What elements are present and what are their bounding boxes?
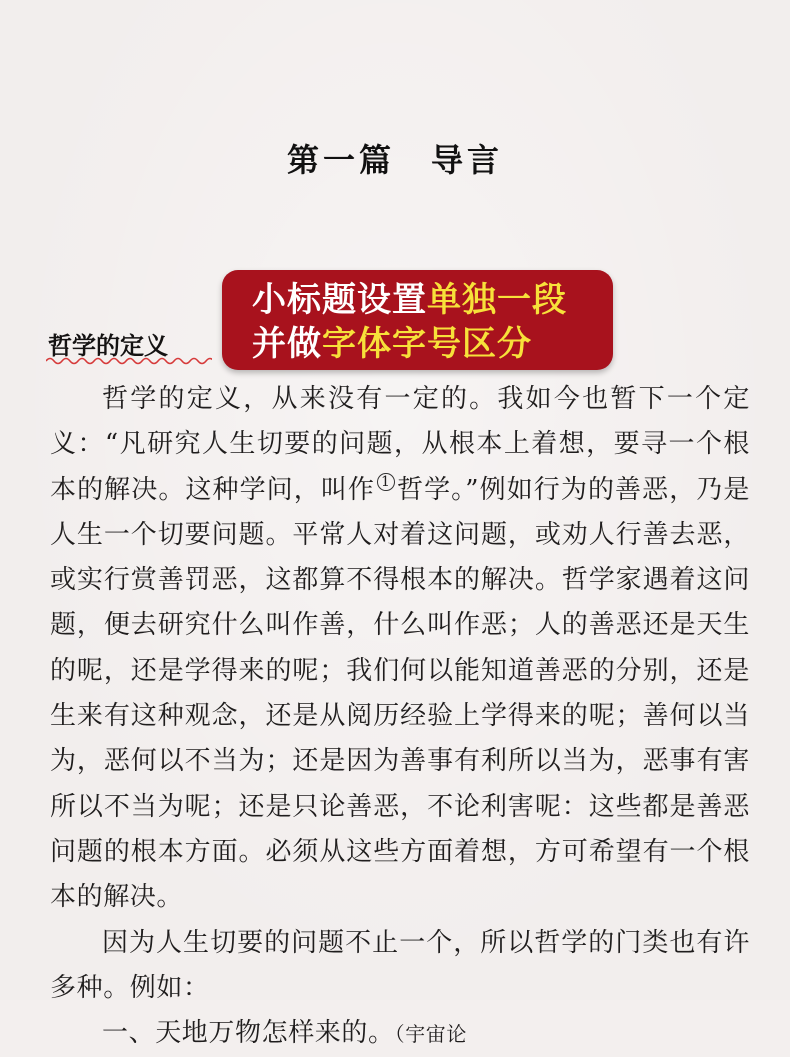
callout-line-1 (252, 278, 613, 322)
bleed-through-text (20, 20, 780, 57)
wavy-underline-decoration (46, 356, 212, 366)
list-item-text: 一、天地万物怎样来的。 (102, 1018, 395, 1049)
callout-highlight: 字体字号区分 (322, 324, 532, 364)
chapter-title: 第一篇 导言 (286, 141, 503, 179)
paragraph-text: 哲学的定义，从来没有一定的。我如今也暂下一个定义：“凡研究人生切要的问题，从根本上着想，要寻一个根本的解决。这种学问，叫作 (50, 384, 750, 505)
section-heading: 哲学的定义 (48, 332, 168, 360)
paragraph: 因为人生切要的问题不止一个，所以哲学的门类也有许多种。例如： (50, 927, 750, 1003)
callout-line-2 (252, 322, 613, 366)
annotation-callout (222, 270, 613, 370)
list-item-note: （宇宙论 (394, 1022, 468, 1047)
paragraph (50, 377, 750, 921)
callout-highlight: 单独一段 (427, 280, 567, 320)
footnote-marker: 1 (377, 473, 395, 491)
callout-text: 并做 (252, 324, 322, 364)
body-text (50, 377, 750, 1057)
callout-text: 小标题设置 (252, 280, 427, 320)
paragraph-text: 哲学。”例如行为的善恶，乃是人生一个切要问题。平常人对着这问题，或劝人行善去恶，或实行赏善罚恶，这都算不得根本的解决。哲学家遇着这问题，便去研究什么叫作善，什么叫作恶；人的善恶还是天生的呢，还是学得来的呢；我们何以能知道善恶的分别，还是生来有这种观念，还是从阅历经验上学得来的呢；善何以当为，恶何以不当为；还是因为善事有利所以当为，恶事有害所以不当为呢；还是只论善恶，不论利害呢：这些都是善恶问题的根本方面。必须从这些方面着想，方可希望有一个根本的解决。 (50, 474, 750, 913)
list-item (50, 1011, 750, 1057)
